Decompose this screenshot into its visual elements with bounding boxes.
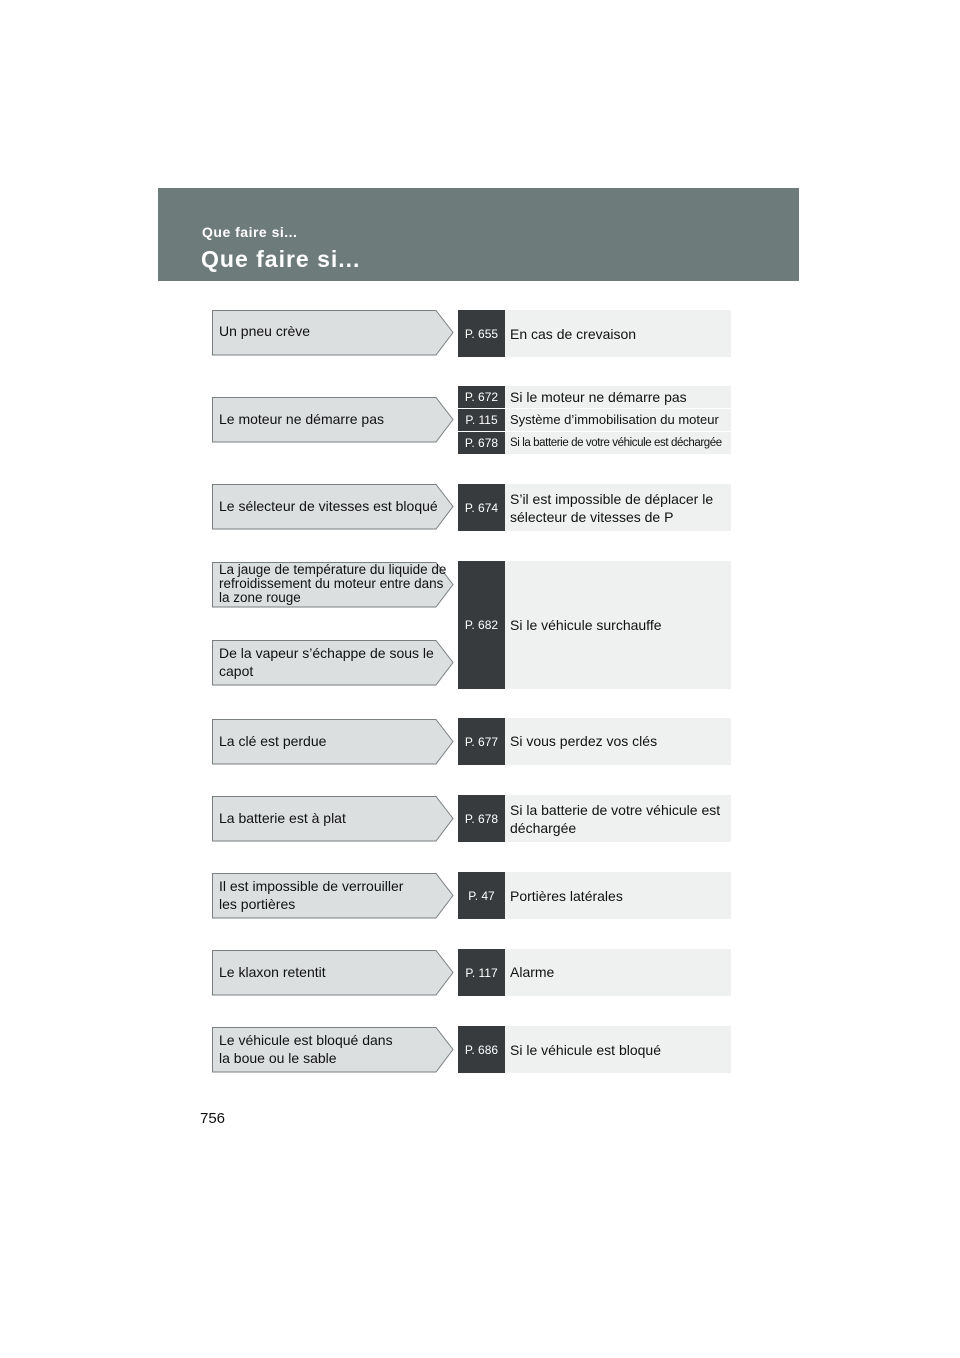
page-reference[interactable]: P. 655 [458, 310, 505, 357]
condition-box [212, 1027, 454, 1071]
page-reference[interactable]: P. 682 [458, 561, 505, 689]
page-reference[interactable]: P. 678 [458, 432, 505, 454]
reference-block [458, 432, 731, 454]
condition-box [212, 719, 454, 763]
reference-description: Si le véhicule est bloqué [505, 1026, 731, 1073]
condition-box [212, 397, 454, 441]
condition-box [212, 484, 454, 528]
reference-block [458, 386, 731, 408]
reference-block [458, 949, 731, 996]
condition-text: La clé est perdue [219, 733, 327, 749]
reference-block [458, 718, 731, 765]
condition-text: Le moteur ne démarre pas [219, 411, 384, 427]
page-reference[interactable]: P. 678 [458, 795, 505, 842]
condition-text: La batterie est à plat [219, 810, 346, 826]
page-reference[interactable]: P. 672 [458, 386, 505, 408]
condition-box [212, 310, 454, 354]
page-reference[interactable]: P. 47 [458, 872, 505, 919]
reference-description: Si vous perdez vos clés [505, 718, 731, 765]
condition-text: De la vapeur s’échappe de sous le capot [219, 645, 434, 679]
reference-description: Alarme [505, 949, 731, 996]
reference-block [458, 409, 731, 431]
section-subtitle: Que faire si... [202, 224, 298, 240]
reference-description: S’il est impossible de déplacer le sélecteur de vitesses de P [505, 484, 731, 531]
page-number: 756 [200, 1110, 226, 1127]
reference-block [458, 310, 731, 357]
reference-description: Si la batterie de votre véhicule est déchargée [505, 432, 731, 454]
reference-block [458, 872, 731, 919]
reference-description: Si le véhicule surchauffe [505, 561, 731, 689]
page-reference[interactable]: P. 686 [458, 1026, 505, 1073]
section-header [158, 188, 799, 281]
condition-text: Le véhicule est bloqué dans la boue ou le sable [219, 1032, 393, 1066]
condition-box [212, 640, 454, 684]
condition-text: Le klaxon retentit [219, 964, 326, 980]
condition-box [212, 873, 454, 917]
condition-text: Un pneu crève [219, 323, 311, 339]
page-reference[interactable]: P. 115 [458, 409, 505, 431]
reference-block [458, 561, 731, 689]
reference-description: Système d’immobilisation du moteur [505, 409, 731, 431]
page-reference[interactable]: P. 677 [458, 718, 505, 765]
condition-box [212, 796, 454, 840]
reference-block [458, 484, 731, 531]
reference-description: Si le moteur ne démarre pas [505, 386, 731, 408]
reference-block [458, 795, 731, 842]
reference-block [458, 1026, 731, 1073]
reference-description: Portières latérales [505, 872, 731, 919]
condition-text: Il est impossible de verrouiller les portières [219, 878, 404, 912]
condition-box [212, 950, 454, 994]
condition-box [212, 562, 454, 606]
page-title: Que faire si... [201, 246, 361, 272]
reference-description: Si la batterie de votre véhicule est déchargée [505, 795, 731, 842]
page-reference[interactable]: P. 674 [458, 484, 505, 531]
page-reference[interactable]: P. 117 [458, 949, 505, 996]
reference-description: En cas de crevaison [505, 310, 731, 357]
condition-text: Le sélecteur de vitesses est bloqué [219, 498, 438, 514]
condition-text: La jauge de température du liquide de refroidissement du moteur entre dans la zone rouge [219, 562, 447, 605]
